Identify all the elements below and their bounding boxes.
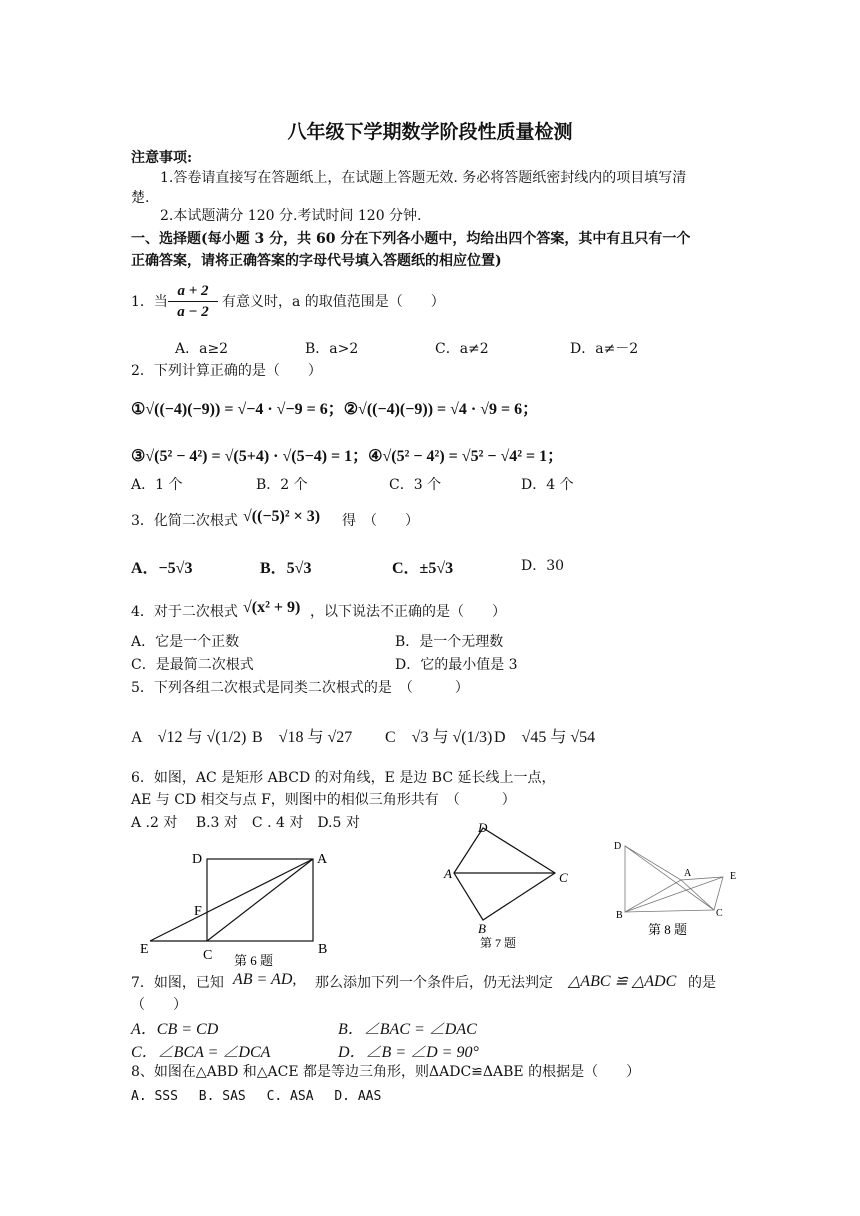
q5-option-c[interactable]: C √3 与 √(1/3) <box>385 729 493 746</box>
q2-option-b[interactable]: B．2 个 <box>256 477 308 493</box>
q4-option-c[interactable]: C．是最简二次根式 <box>131 657 254 673</box>
q2-option-d[interactable]: D．4 个 <box>521 477 574 493</box>
q1-option-c[interactable]: C．a≠2 <box>435 341 489 357</box>
q4-option-a[interactable]: A．它是一个正数 <box>131 634 240 650</box>
note-2: 2.本试题满分 120 分.考试时间 120 分钟. <box>160 208 422 224</box>
q8-options[interactable]: A. SSS B. SAS C. ASA D. AAS <box>131 1089 382 1104</box>
fig7-label-d: D <box>478 820 488 835</box>
q4-prefix: 4．对于二次根式 <box>131 604 238 620</box>
q3-option-b[interactable]: B．5√3 <box>260 560 312 577</box>
q7-prefix: 7．如图，已知 <box>131 975 224 991</box>
q3-option-c[interactable]: C．±5√3 <box>392 560 454 577</box>
fig8-label-c: C <box>716 908 723 919</box>
fig6-label-a: A <box>317 852 328 867</box>
q5-option-a[interactable]: A √12 与 √(1/2) <box>131 729 247 746</box>
q5-option-b[interactable]: B √18 与 √27 <box>252 729 353 746</box>
fig8-caption: 第 8 题 <box>648 922 688 937</box>
q1-option-a[interactable]: A．a≥2 <box>175 341 229 357</box>
q7-option-b[interactable]: B．∠BAC = ∠DAC <box>338 1021 477 1038</box>
q7-stem-end: 的是 <box>688 975 716 991</box>
q3-option-d[interactable]: D．30 <box>521 558 565 574</box>
fig6-label-d: D <box>192 852 203 867</box>
page-title: 八年级下学期数学阶段性质量检测 <box>287 121 573 143</box>
fig8-label-e: E <box>730 871 737 882</box>
fig6-diagonal-ac <box>207 859 313 941</box>
q5-stem: 5．下列各组二次根式是同类二次根式的是 （ ） <box>131 680 469 696</box>
q1-numerator: a + 2 <box>177 283 209 299</box>
fig7-label-a: A <box>444 866 452 881</box>
q8-stem: 8、如图在△ABD 和△ACE 都是等边三角形，则ΔADC≌ΔABE 的根据是（ ） <box>131 1064 641 1080</box>
q4-radical: √(x² + 9) <box>243 599 301 616</box>
q6-options[interactable]: A .2 对 B.3 对 C . 4 对 D.5 对 <box>131 815 360 831</box>
fig8-label-a: A <box>684 868 692 879</box>
q3-radical: √((−5)² × 3) <box>243 508 321 525</box>
fig6-caption: 第 6 题 <box>234 953 274 968</box>
q2-stem: 2．下列计算正确的是（ ） <box>131 363 322 379</box>
section-heading: 一、选择题(每小题 3 分，共 60 分在下列各小题中，均给出四个答案，其中有且只有一个 <box>131 231 691 247</box>
q7-congruence: △ABC ≌ △ADC <box>568 973 677 990</box>
q7-given: AB = AD, <box>233 971 297 988</box>
q1-suffix: 有意义时，a 的取值范围是（ ） <box>222 294 445 310</box>
q7-option-a[interactable]: A．CB = CD <box>131 1021 219 1038</box>
q6-line-1: 6．如图，AC 是矩形 ABCD 的对角线，E 是边 BC 延长线上一点， <box>131 770 556 786</box>
fig8-triangle-ace <box>681 877 723 910</box>
fig8-label-d: D <box>614 841 622 852</box>
fig8-segment-be <box>625 877 723 912</box>
q1-denominator: a − 2 <box>177 304 209 320</box>
fig7-label-c: C <box>559 870 568 885</box>
fig6-line-ae <box>150 859 313 941</box>
q3-prefix: 3．化简二次根式 <box>131 513 238 529</box>
q1-option-b[interactable]: B．a>2 <box>305 341 359 357</box>
q2-option-a[interactable]: A．1 个 <box>131 477 183 493</box>
fig8-label-b: B <box>616 910 623 921</box>
q1-option-d[interactable]: D．a≠－2 <box>570 341 639 357</box>
q4-suffix: ，以下说法不正确的是（ ） <box>310 604 506 620</box>
q2-line-1: ①√((−4)(−9)) = √−4 · √−9 = 6；②√((−4)(−9)) = √4 · √9 = 6； <box>131 401 539 418</box>
notes-heading: 注意事项: <box>131 150 193 166</box>
q3-option-a[interactable]: A．−5√3 <box>131 560 193 577</box>
fig7-label-b: B <box>478 921 486 936</box>
q5-option-d[interactable]: D √45 与 √54 <box>494 729 596 746</box>
figure-6 <box>128 845 348 970</box>
q1-prefix: 1．当 <box>131 294 168 310</box>
fig8-segment-dc <box>625 846 714 910</box>
q7-paren: （ ） <box>131 997 187 1013</box>
section-heading-cont: 正确答案，请将正确答案的字母代号填入答题纸的相应位置) <box>131 253 502 269</box>
q7-option-d[interactable]: D．∠B = ∠D = 90° <box>338 1044 479 1061</box>
figure-7 <box>440 820 580 948</box>
fig8-segment-bc <box>625 910 714 912</box>
q4-option-b[interactable]: B．是一个无理数 <box>395 634 504 650</box>
fig6-label-c: C <box>203 948 213 963</box>
fig7-caption: 第 7 题 <box>480 936 517 948</box>
q4-option-d[interactable]: D．它的最小值是 3 <box>395 657 518 673</box>
note-1: 1.答卷请直接写在答题纸上，在试题上答题无效. 务必将答题纸密封线内的项目填写清 <box>160 170 687 186</box>
q6-line-2: AE 与 CD 相交与点 F，则图中的相似三角形共有 （ ） <box>131 792 516 808</box>
fig7-quadrilateral <box>454 828 555 920</box>
fig6-label-e: E <box>140 942 149 957</box>
note-1-cont: 楚. <box>131 190 150 206</box>
q7-option-c[interactable]: C．∠BCA = ∠DCA <box>131 1044 271 1061</box>
q7-suffix: 那么添加下列一个条件后，仍无法判定 <box>315 975 553 991</box>
q2-option-c[interactable]: C．3 个 <box>389 477 442 493</box>
fig6-label-b: B <box>318 942 328 957</box>
figure-8 <box>610 836 750 940</box>
fig6-label-f: F <box>194 904 202 919</box>
q3-suffix: 得 （ ） <box>342 513 419 529</box>
q1-fraction <box>166 282 220 321</box>
q2-line-2: ③√(5² − 4²) = √(5+4) · √(5−4) = 1；④√(5² − 4²) = √5² − √4² = 1； <box>131 448 564 465</box>
